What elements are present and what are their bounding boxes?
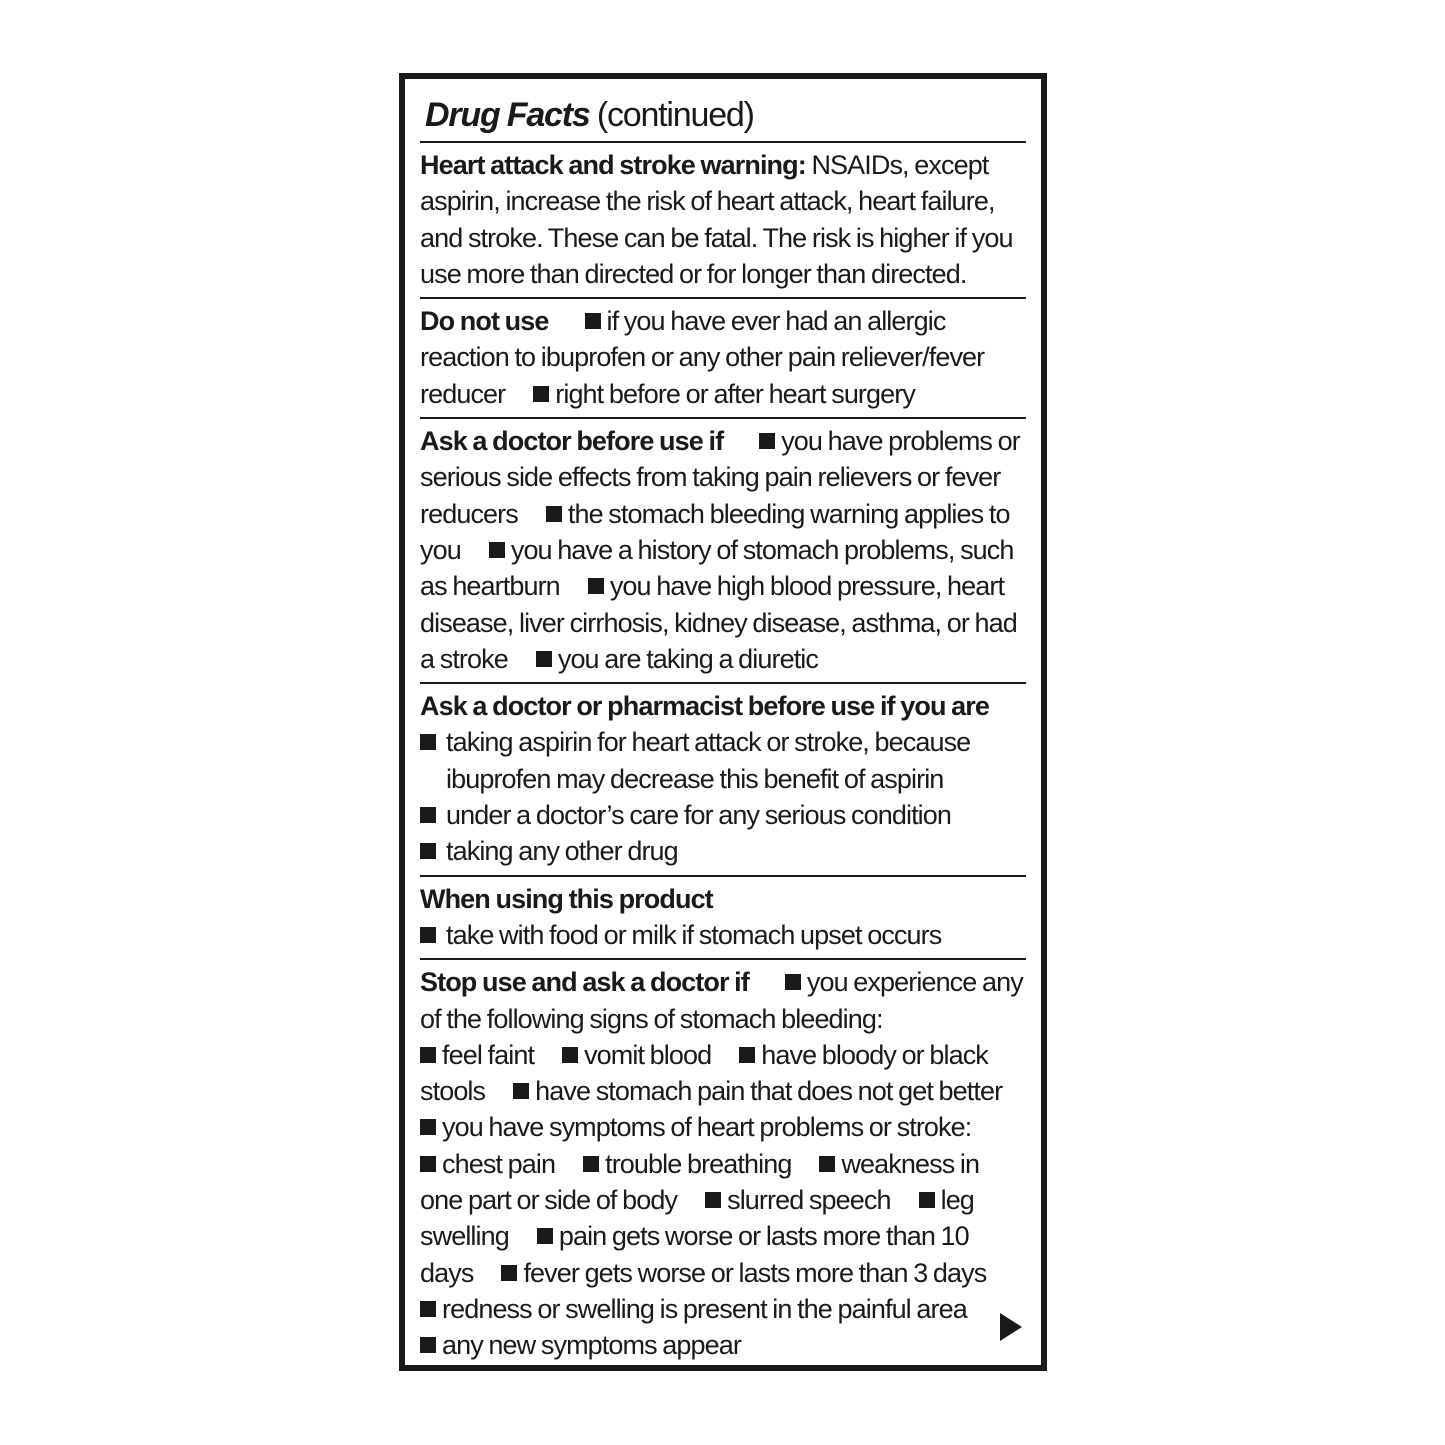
list-item: feel faint xyxy=(442,1039,535,1070)
list-item: trouble breathing xyxy=(605,1148,792,1179)
bullet-icon xyxy=(533,386,549,402)
drug-facts-panel xyxy=(399,73,1047,1371)
bullet-icon xyxy=(513,1083,529,1099)
list-item: you have problems or serious side effects from taking pain relievers or fever reducers xyxy=(420,426,1020,529)
heart-intro: you have symptoms of heart problems or stroke: xyxy=(442,1112,972,1143)
list-item: slurred speech xyxy=(727,1185,891,1216)
do-not-use-heading: Do not use xyxy=(420,306,549,337)
bullet-icon xyxy=(420,734,436,750)
list-item: redness or swelling is present in the painful area xyxy=(442,1293,967,1324)
list-item: pain gets worse or lasts more than 10 days xyxy=(420,1221,969,1288)
list-item: if you have ever had an allergic reaction to ibuprofen or any other pain reliever/fever reducer xyxy=(420,306,985,409)
list-item: you have high blood pressure, heart disease, liver cirrhosis, kidney disease, asthma, or had a stroke xyxy=(420,571,1017,674)
bullet-icon xyxy=(420,807,436,823)
list-item-row xyxy=(420,724,1026,797)
bullet-icon xyxy=(489,542,505,558)
list-item-row xyxy=(420,1327,1026,1363)
bullet-icon xyxy=(420,1156,436,1172)
list-item: weakness in one part or side of body xyxy=(420,1148,980,1216)
list-item: you are taking a diuretic xyxy=(557,643,819,674)
ask-pharmacist-section xyxy=(420,684,1026,876)
bullet-icon xyxy=(585,313,601,329)
bullet-icon xyxy=(420,1119,436,1135)
bullet-icon xyxy=(919,1192,935,1208)
stop-use-section xyxy=(420,960,1026,1368)
bullet-icon xyxy=(562,1047,578,1063)
panel-title xyxy=(420,93,1026,143)
stop-use-heading: Stop use and ask a doctor if xyxy=(420,967,749,998)
heart-signs xyxy=(420,1146,1026,1291)
bullet-icon xyxy=(583,1156,599,1172)
ask-doctor-heading: Ask a doctor before use if xyxy=(420,426,724,457)
list-item: take with food or milk if stomach upset occurs xyxy=(446,919,942,950)
bullet-icon xyxy=(819,1156,835,1172)
bullet-icon xyxy=(420,1301,436,1317)
list-item: have stomach pain that does not get better xyxy=(535,1076,1003,1107)
list-item: vomit blood xyxy=(584,1039,712,1070)
title-rest: (continued) xyxy=(596,96,754,134)
list-item: you have a history of stomach problems, such as heartburn xyxy=(420,534,1014,602)
bullet-icon xyxy=(588,578,604,594)
list-item: chest pain xyxy=(442,1148,556,1179)
bullet-icon xyxy=(537,1228,553,1244)
list-item-row xyxy=(420,917,1026,953)
list-item: under a doctor’s care for any serious condition xyxy=(446,800,952,831)
list-item: taking aspirin for heart attack or stroke, because ibuprofen may decrease this benefit of aspirin xyxy=(446,727,971,794)
bullet-icon xyxy=(546,506,562,522)
bullet-icon xyxy=(501,1265,517,1281)
heart-intro-row xyxy=(420,1109,1026,1145)
list-item: have bloody or black stools xyxy=(420,1039,988,1107)
bullet-icon xyxy=(739,1047,755,1063)
bullet-icon xyxy=(759,433,775,449)
stop-use-intro: you experience any of the following signs of stomach bleeding: xyxy=(420,967,1023,1034)
bullet-icon xyxy=(420,1337,436,1353)
bullet-icon xyxy=(420,927,436,943)
triangle-right-icon xyxy=(1000,1313,1022,1341)
list-item: right before or after heart surgery xyxy=(555,378,915,409)
bullet-icon xyxy=(536,651,552,667)
list-item: fever gets worse or lasts more than 3 days xyxy=(523,1257,987,1288)
list-item: taking any other drug xyxy=(446,836,678,867)
do-not-use-section xyxy=(420,299,1026,419)
when-using-section xyxy=(420,877,1026,961)
heart-warning-text: NSAIDs, except aspirin, increase the risk of heart attack, heart failure, and stroke. These can be fatal. The risk is higher if you use more than directed or for longer than directed. xyxy=(420,150,1013,289)
list-item: any new symptoms appear xyxy=(442,1330,741,1361)
list-item-row xyxy=(420,797,1026,833)
bleeding-signs xyxy=(420,1037,1026,1110)
heart-warning-section xyxy=(420,143,1026,299)
bullet-icon xyxy=(705,1192,721,1208)
bullet-icon xyxy=(785,974,801,990)
ask-pharmacist-heading: Ask a doctor or pharmacist before use if you are xyxy=(420,691,989,722)
list-item-row xyxy=(420,1291,1026,1327)
list-item: leg swelling xyxy=(420,1185,974,1252)
bullet-icon xyxy=(420,1047,436,1063)
bullet-icon xyxy=(420,843,436,859)
ask-doctor-section xyxy=(420,419,1026,684)
heart-warning-heading: Heart attack and stroke warning: xyxy=(420,150,806,180)
list-item-row xyxy=(420,833,1026,869)
drug-facts-content xyxy=(420,93,1026,1361)
when-using-heading: When using this product xyxy=(420,883,713,914)
list-item: the stomach bleeding warning applies to you xyxy=(420,498,1010,565)
title-bold: Drug Facts xyxy=(425,96,590,134)
